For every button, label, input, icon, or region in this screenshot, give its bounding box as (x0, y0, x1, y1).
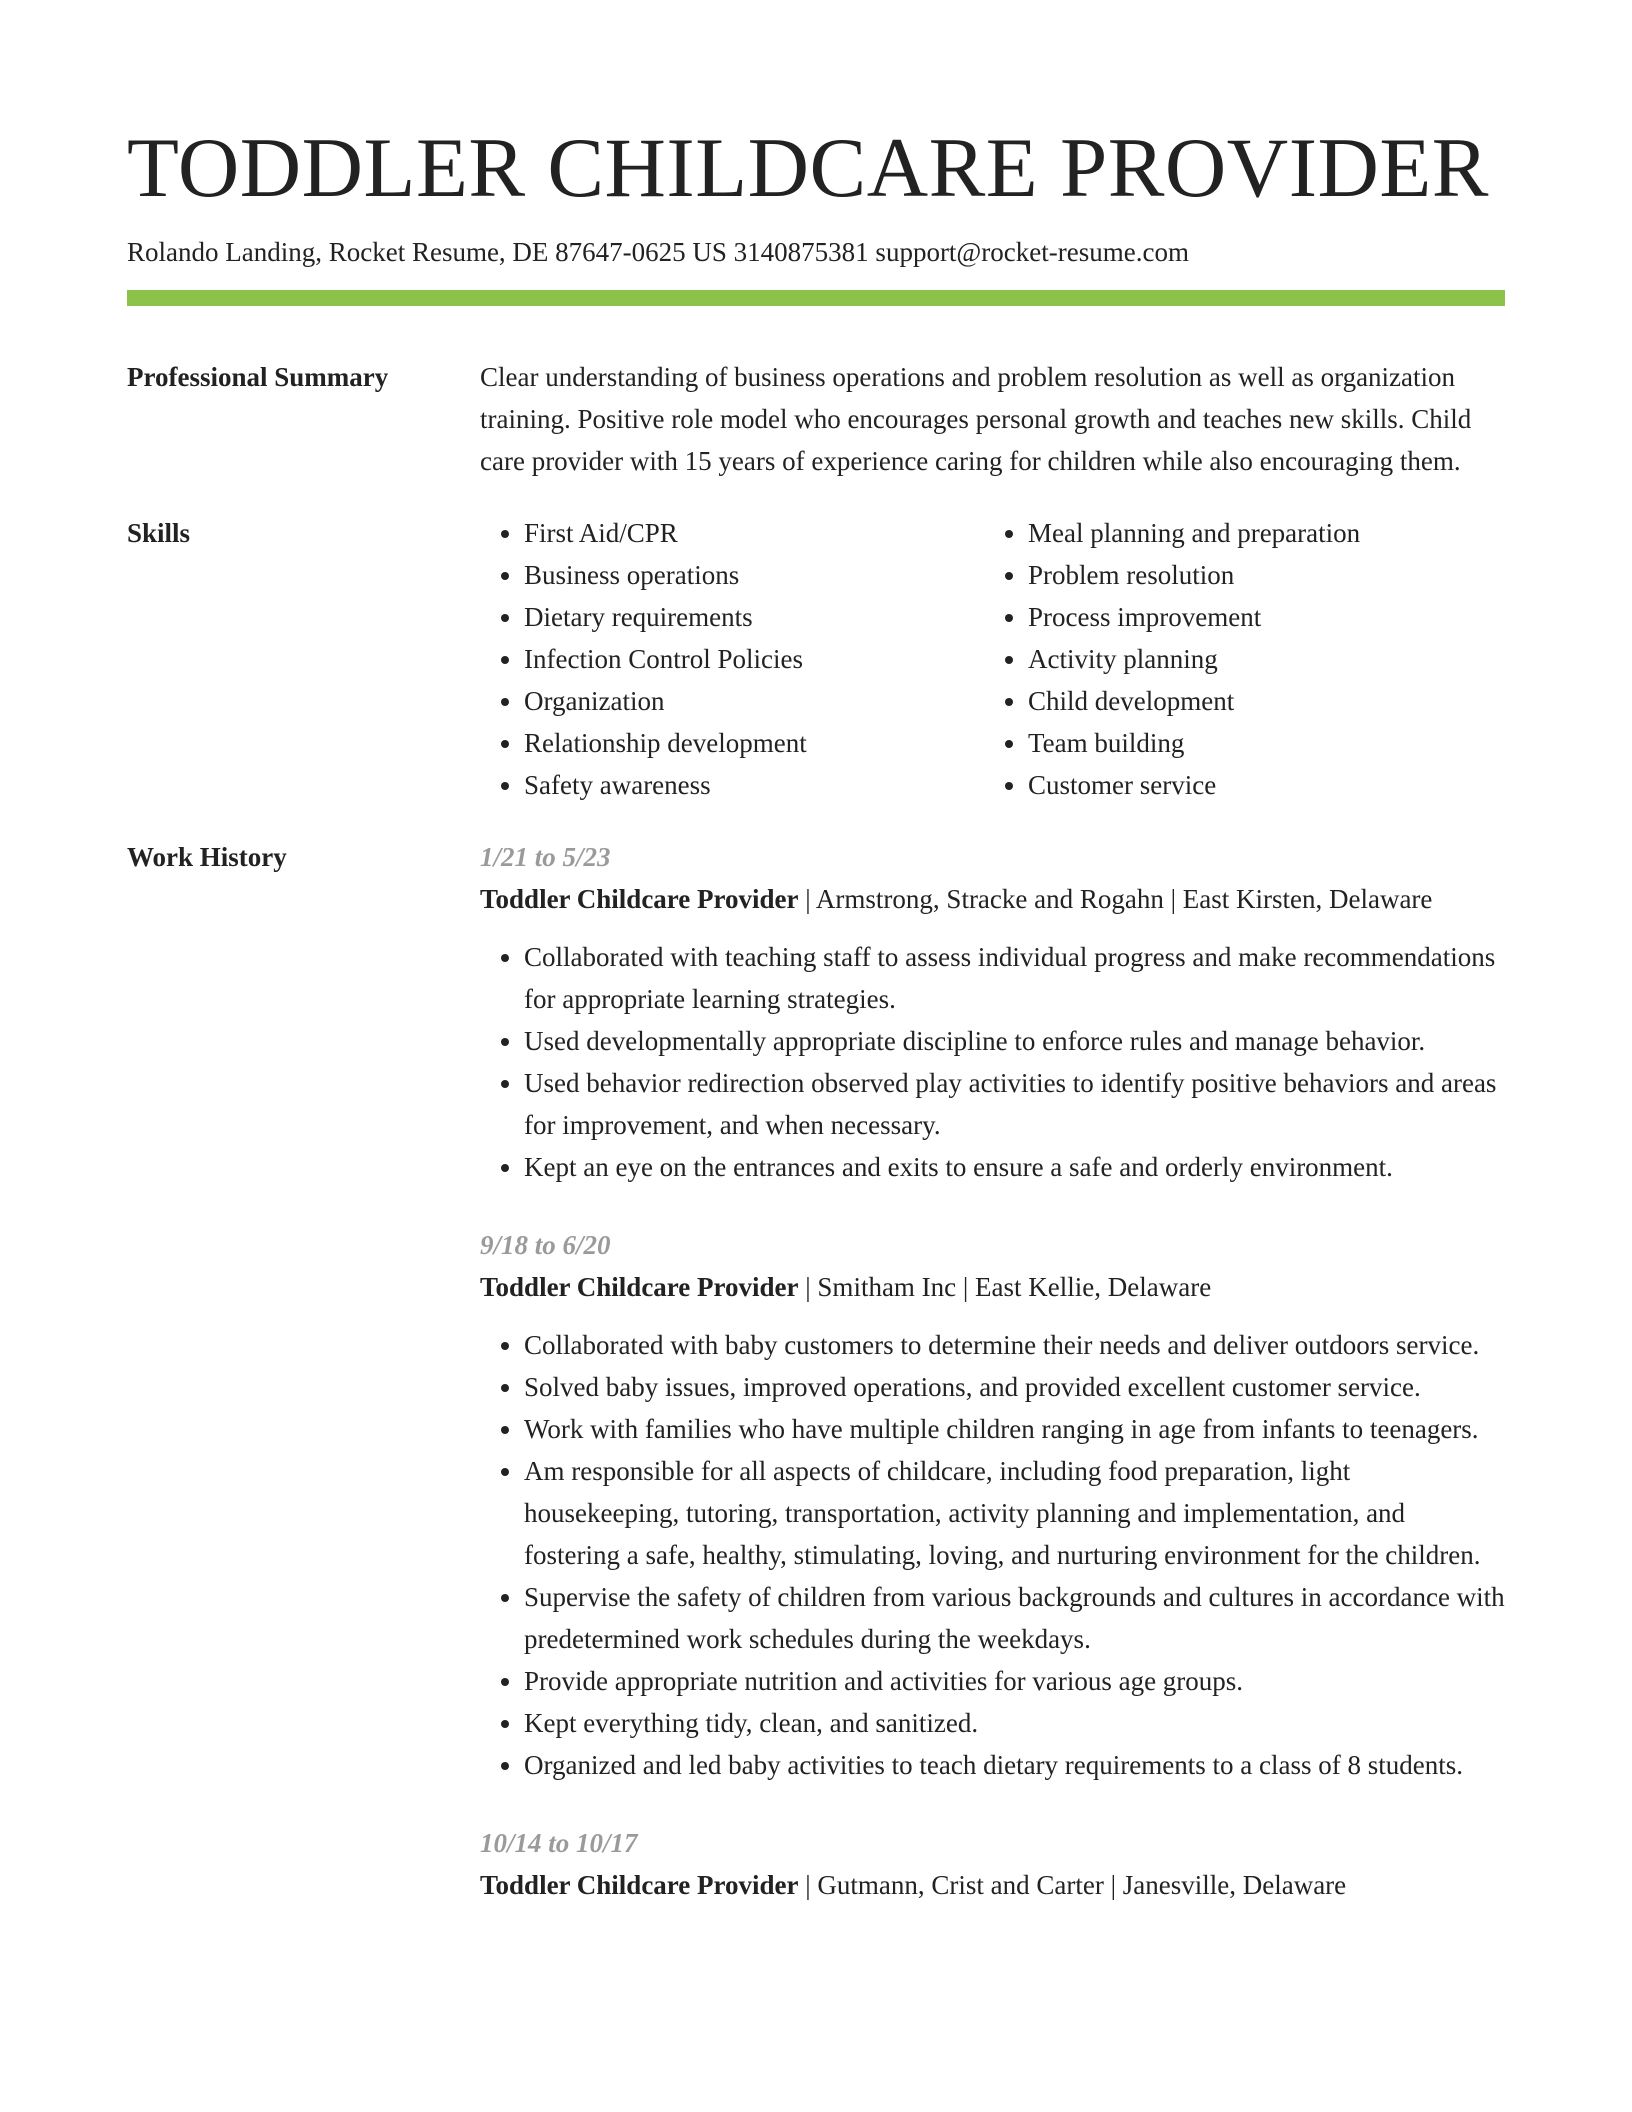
skill-item: • Business operations (524, 554, 984, 596)
skills-label: Skills (127, 518, 191, 548)
skill-item: • Customer service (1028, 764, 1360, 806)
job-employer-location: | Gutmann, Crist and Carter | Janesville, Delaware (798, 1870, 1347, 1900)
header-divider (127, 290, 1505, 306)
job-bullet: • Kept everything tidy, clean, and sanitized. (524, 1702, 1505, 1744)
skill-item: • Problem resolution (1028, 554, 1360, 596)
job-bullet: • Work with families who have multiple children ranging in age from infants to teenagers. (524, 1408, 1505, 1450)
skill-item: • Relationship development (524, 722, 984, 764)
job-title: Toddler Childcare Provider (480, 1272, 799, 1302)
work-history-label: Work History (127, 842, 287, 872)
job-bullet: • Organized and led baby activities to teach dietary requirements to a class of 8 students. (524, 1744, 1505, 1786)
job-bullet: • Collaborated with baby customers to determine their needs and deliver outdoors service. (524, 1324, 1505, 1366)
job-bullet: • Supervise the safety of children from various backgrounds and cultures in accordance with predetermined work schedules during the weekdays. (524, 1576, 1505, 1660)
contact-line: Rolando Landing, Rocket Resume, DE 87647-0625 US 3140875381 support@rocket-resume.com (127, 237, 1189, 267)
skills-section (127, 512, 1505, 806)
job-employer-location: | Smitham Inc | East Kellie, Delaware (798, 1272, 1212, 1302)
skill-item: • Infection Control Policies (524, 638, 984, 680)
job-bullet: • Kept an eye on the entrances and exits to ensure a safe and orderly environment. (524, 1146, 1505, 1188)
job-dates: 1/21 to 5/23 (480, 842, 611, 872)
job-entry (480, 836, 1505, 1188)
skill-item: • Child development (1028, 680, 1360, 722)
summary-section (127, 356, 1505, 482)
job-title: Toddler Childcare Provider (480, 884, 799, 914)
skills-list-right (984, 512, 1360, 806)
skill-item: • Dietary requirements (524, 596, 984, 638)
job-heading (480, 878, 1505, 920)
job-heading (480, 1266, 1505, 1308)
summary-text: Clear understanding of business operations and problem resolution as well as organization training. Positive role model who encourages personal growth and teaches new skills. Child care provider with 15 years of experience caring for children while also encouraging them. (480, 362, 1472, 476)
job-bullet: • Used developmentally appropriate discipline to enforce rules and manage behavior. (524, 1020, 1505, 1062)
skill-item: • Team building (1028, 722, 1360, 764)
skills-list-left (480, 512, 984, 806)
summary-label: Professional Summary (127, 362, 389, 392)
job-dates: 10/14 to 10/17 (480, 1828, 638, 1858)
skill-item: • Meal planning and preparation (1028, 512, 1360, 554)
skill-item: • Organization (524, 680, 984, 722)
skill-item: • First Aid/CPR (524, 512, 984, 554)
job-entry (480, 1224, 1505, 1786)
job-entry (480, 1822, 1505, 1906)
job-bullet: • Collaborated with teaching staff to assess individual progress and make recommendations for appropriate learning strategies. (524, 936, 1505, 1020)
resume-name: TODDLER CHILDCARE PROVIDER (127, 121, 1490, 215)
skill-item: • Process improvement (1028, 596, 1360, 638)
job-bullet: • Provide appropriate nutrition and activities for various age groups. (524, 1660, 1505, 1702)
job-bullet: • Am responsible for all aspects of childcare, including food preparation, light housekeeping, tutoring, transportation, activity planning and implementation, and fostering a safe, healthy, stimulating, loving, and nurturing environment for the children. (524, 1450, 1505, 1576)
job-heading (480, 1864, 1505, 1906)
skill-item: • Safety awareness (524, 764, 984, 806)
job-dates: 9/18 to 6/20 (480, 1230, 611, 1260)
resume-page (127, 0, 1505, 1942)
job-bullets (480, 1324, 1505, 1786)
job-employer-location: | Armstrong, Stracke and Rogahn | East Kirsten, Delaware (798, 884, 1433, 914)
skill-item: • Activity planning (1028, 638, 1360, 680)
job-bullet: • Solved baby issues, improved operations, and provided excellent customer service. (524, 1366, 1505, 1408)
job-title: Toddler Childcare Provider (480, 1870, 799, 1900)
job-bullets (480, 936, 1505, 1188)
work-history-section (127, 836, 1505, 1942)
job-bullet: • Used behavior redirection observed play activities to identify positive behaviors and areas for improvement, and when necessary. (524, 1062, 1505, 1146)
